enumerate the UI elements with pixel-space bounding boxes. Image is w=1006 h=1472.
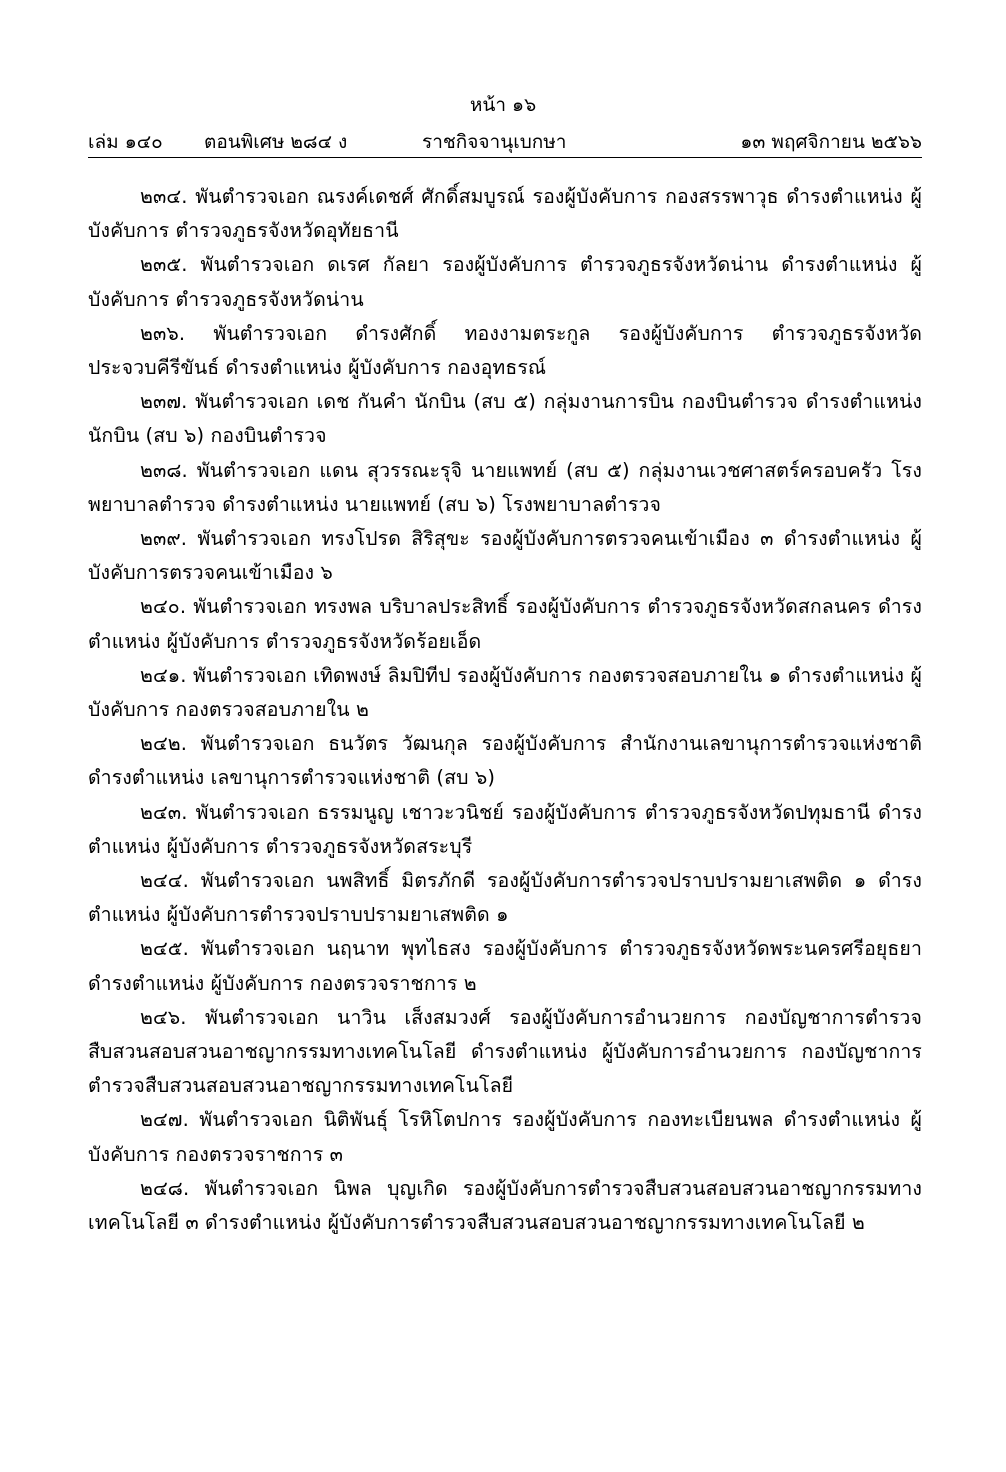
appointment-entry: ๒๓๕. พันตำรวจเอก ดเรศ กัลยา รองผู้บังคับการ ตำรวจภูธรจังหวัดน่าน ดำรงตำแหน่ง ผู้บังคับการ ตำรวจภูธรจังหวัดน่าน — [88, 253, 922, 311]
appointment-entry: ๒๔๗. พันตำรวจเอก นิติพันธุ์ โรหิโตปการ รองผู้บังคับการ กองทะเบียนพล ดำรงตำแหน่ง ผู้บังคับการ กองตรวจราชการ ๓ — [88, 1108, 922, 1166]
appointment-entry: ๒๔๕. พันตำรวจเอก นฤนาท พุทไธสง รองผู้บังคับการ ตำรวจภูธรจังหวัดพระนครศรีอยุธยา ดำรงตำแหน่ง ผู้บังคับการ กองตรวจราชการ ๒ — [88, 937, 922, 995]
appointment-entry: ๒๔๓. พันตำรวจเอก ธรรมนูญ เชาวะวนิชย์ รองผู้บังคับการ ตำรวจภูธรจังหวัดปทุมธานี ดำรงตำแหน่ง ผู้บังคับการ ตำรวจภูธรจังหวัดสระบุรี — [88, 800, 922, 858]
gazette-header — [88, 129, 922, 155]
appointment-entry: ๒๔๐. พันตำรวจเอก ทรงพล บริบาลประสิทธิ์ รองผู้บังคับการ ตำรวจภูธรจังหวัดสกลนคร ดำรงตำแหน่ง ผู้บังคับการ ตำรวจภูธรจังหวัดร้อยเอ็ด — [88, 595, 922, 653]
appointment-entry: ๒๓๗. พันตำรวจเอก เดช กันคำ นักบิน (สบ ๕) กลุ่มงานการบิน กองบินตำรวจ ดำรงตำแหน่ง นักบิน (สบ ๖) กองบินตำรวจ — [88, 390, 922, 448]
appointment-entry: ๒๓๖. พันตำรวจเอก ดำรงศักดิ์ ทองงามตระกูล รองผู้บังคับการ ตำรวจภูธรจังหวัดประจวบคีรีขันธ์ ดำรงตำแหน่ง ผู้บังคับการ กองอุทธรณ์ — [88, 321, 922, 380]
header-divider — [88, 157, 922, 158]
appointment-entry: ๒๓๔. พันตำรวจเอก ณรงค์เดชศ์ ศักดิ์สมบูรณ์ รองผู้บังคับการ กองสรรพาวุธ ดำรงตำแหน่ง ผู้บังคับการ ตำรวจภูธรจังหวัดอุทัยธานี — [88, 185, 922, 243]
appointment-entry: ๒๓๘. พันตำรวจเอก แดน สุวรรณะรุจิ นายแพทย์ (สบ ๕) กลุ่มงานเวชศาสตร์ครอบครัว โรงพยาบาลตำรวจ ดำรงตำแหน่ง นายแพทย์ (สบ ๖) โรงพยาบาลตำรวจ — [88, 458, 922, 516]
appointment-entry: ๒๔๔. พันตำรวจเอก นพสิทธิ์ มิตรภักดี รองผู้บังคับการตำรวจปราบปรามยาเสพติด ๑ ดำรงตำแหน่ง ผู้บังคับการตำรวจปราบปรามยาเสพติด ๑ — [88, 869, 922, 927]
publication-date: ๑๓ พฤศจิกายน ๒๕๖๖ — [740, 131, 922, 153]
volume-label: เล่ม ๑๔๐ — [88, 131, 163, 153]
appointment-entry: ๒๔๑. พันตำรวจเอก เทิดพงษ์ ลิมปิทีป รองผู้บังคับการ กองตรวจสอบภายใน ๑ ดำรงตำแหน่ง ผู้บังคับการ กองตรวจสอบภายใน ๒ — [88, 663, 922, 722]
issue-label: ตอนพิเศษ ๒๘๔ ง — [204, 131, 348, 153]
appointment-entry: ๒๔๘. พันตำรวจเอก นิพล บุญเกิด รองผู้บังคับการตำรวจสืบสวนสอบสวนอาชญากรรมทางเทคโนโลยี ๓ ดำรงตำแหน่ง ผู้บังคับการตำรวจสืบสวนสอบสวนอาชญากรรมทางเทคโนโลยี ๒ — [88, 1176, 922, 1235]
appointment-entry: ๒๓๙. พันตำรวจเอก ทรงโปรด สิริสุขะ รองผู้บังคับการตรวจคนเข้าเมือง ๓ ดำรงตำแหน่ง ผู้บังคับการตรวจคนเข้าเมือง ๖ — [88, 527, 922, 585]
appointment-entry: ๒๔๒. พันตำรวจเอก ธนวัตร วัฒนกุล รองผู้บังคับการ สำนักงานเลขานุการตำรวจแห่งชาติ ดำรงตำแหน่ง เลขานุการตำรวจแห่งชาติ (สบ ๖) — [88, 732, 922, 790]
page-number: หน้า ๑๖ — [469, 94, 537, 116]
appointment-entry: ๒๔๖. พันตำรวจเอก นาวิน เส็งสมวงศ์ รองผู้บังคับการอำนวยการ กองบัญชาการตำรวจสืบสวนสอบสวนอาชญากรรมทางเทคโนโลยี ดำรงตำแหน่ง ผู้บังคับการอำนวยการ กองบัญชาการตำรวจสืบสวนสอบสวนอาชญากรรมทางเทคโนโลยี — [88, 1005, 922, 1098]
appointment-list — [88, 180, 922, 1240]
gazette-title: ราชกิจจานุเบกษา — [422, 131, 567, 153]
